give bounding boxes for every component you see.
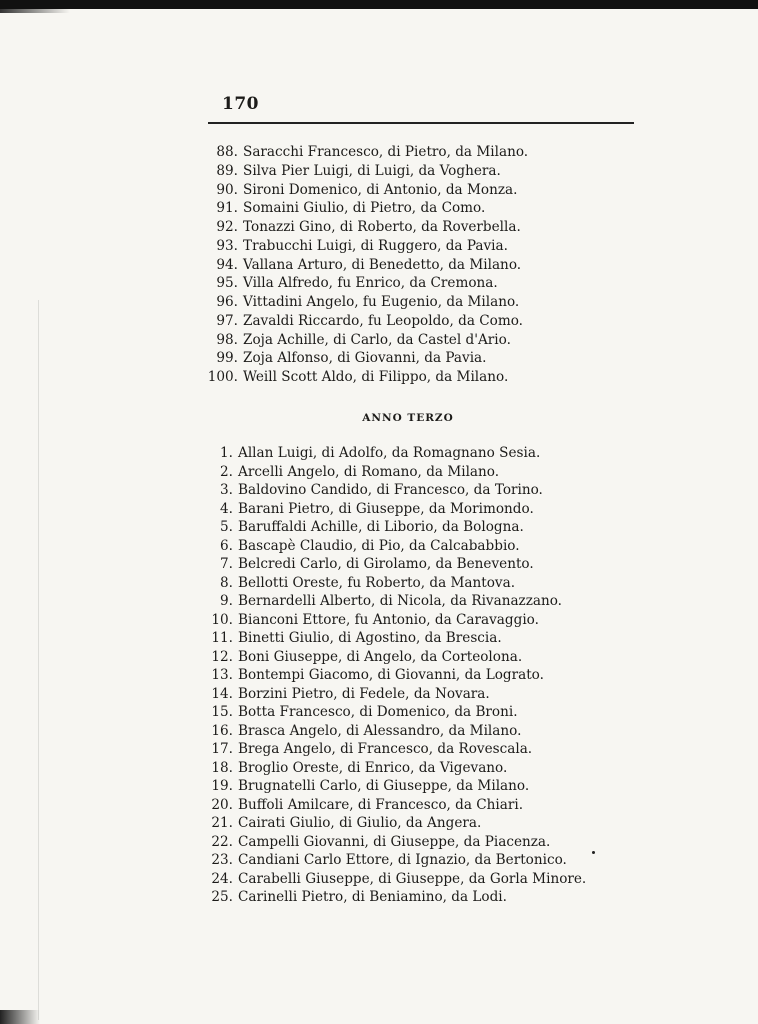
entry-number: 16.	[211, 722, 233, 739]
entry-number: 22.	[211, 833, 233, 850]
entry-text: Zavaldi Riccardo, fu Leopoldo, da Como.	[243, 312, 523, 329]
entry-number: 9.	[220, 593, 233, 610]
list-item	[0, 274, 758, 293]
entry-number: 11.	[211, 630, 233, 647]
list-item	[0, 796, 758, 815]
list-item	[0, 181, 758, 200]
entry-number: 21.	[211, 815, 233, 832]
list-item	[0, 722, 758, 741]
list-item	[0, 312, 758, 331]
entry-number: 91.	[216, 200, 238, 217]
list-item	[0, 814, 758, 833]
entry-text: Trabucchi Luigi, di Ruggero, da Pavia.	[243, 237, 508, 254]
entry-text: Baldovino Candido, di Francesco, da Torino.	[238, 482, 543, 499]
entry-text: Broglio Oreste, di Enrico, da Vigevano.	[238, 759, 508, 776]
entry-number: 15.	[211, 704, 233, 721]
entry-text: Brasca Angelo, di Alessandro, da Milano.	[238, 722, 522, 739]
list-item	[0, 740, 758, 759]
scan-top-edge-shadow	[0, 9, 70, 13]
entry-number: 88.	[216, 144, 238, 160]
entry-number: 99.	[216, 350, 238, 367]
entry-text: Allan Luigi, di Adolfo, da Romagnano Sesia.	[238, 445, 541, 461]
entry-text: Brega Angelo, di Francesco, da Rovescala.	[238, 741, 533, 758]
entry-text: Bascapè Claudio, di Pio, da Calcababbio.	[238, 537, 520, 554]
entry-text: Boni Giuseppe, di Angelo, da Corteolona.	[238, 648, 523, 665]
entry-text: Bellotti Oreste, fu Roberto, da Mantova.	[238, 574, 516, 591]
entry-number: 17.	[211, 741, 233, 758]
entry-text: Vittadini Angelo, fu Eugenio, da Milano.	[243, 294, 520, 310]
entry-text: Binetti Giulio, di Agostino, da Brescia.	[238, 630, 502, 647]
entry-text: Bianconi Ettore, fu Antonio, da Caravaggio.	[238, 611, 539, 628]
list-item	[0, 256, 758, 275]
entry-number: 93.	[216, 237, 238, 254]
entry-number: 13.	[211, 667, 233, 684]
list-item	[0, 463, 758, 482]
entry-text: Zoja Alfonso, di Giovanni, da Pavia.	[243, 350, 487, 367]
entry-text: Botta Francesco, di Domenico, da Broni.	[238, 704, 518, 721]
list-item	[0, 574, 758, 593]
list-item	[0, 199, 758, 218]
list-item	[0, 368, 758, 387]
entry-text: Weill Scott Aldo, di Filippo, da Milano.	[243, 369, 509, 385]
entry-number: 5.	[220, 519, 233, 536]
entry-number: 14.	[211, 685, 233, 702]
entry-number: 3.	[220, 482, 233, 499]
list-item	[0, 349, 758, 368]
entry-text: Zoja Achille, di Carlo, da Castel d'Ario.	[243, 331, 511, 348]
header-rule	[208, 122, 634, 124]
list-item	[0, 592, 758, 611]
list-item	[0, 518, 758, 537]
list-item	[0, 555, 758, 574]
entry-number: 12.	[211, 648, 233, 665]
entry-number: 8.	[220, 574, 233, 591]
list-item	[0, 237, 758, 256]
list-item	[0, 611, 758, 630]
entry-text: Candiani Carlo Ettore, di Ignazio, da Bertonico.	[238, 852, 567, 869]
list-item	[0, 870, 758, 889]
list-item	[0, 851, 758, 870]
student-list-anno-terzo	[0, 444, 758, 907]
entry-text: Bernardelli Alberto, di Nicola, da Rivanazzano.	[238, 593, 563, 610]
list-item	[0, 537, 758, 556]
entry-number: 94.	[216, 256, 238, 273]
list-item	[0, 759, 758, 778]
entry-number: 18.	[211, 759, 233, 776]
entry-number: 23.	[211, 852, 233, 869]
entry-number: 96.	[216, 294, 238, 310]
list-item	[0, 500, 758, 519]
entry-text: Tonazzi Gino, di Roberto, da Roverbella.	[243, 219, 521, 235]
entry-number: 24.	[211, 870, 233, 887]
entry-text: Baruffaldi Achille, di Liborio, da Bologna.	[238, 519, 524, 536]
list-item	[0, 218, 758, 237]
list-item	[0, 777, 758, 796]
list-item	[0, 331, 758, 350]
entry-text: Belcredi Carlo, di Girolamo, da Benevento.	[238, 556, 534, 573]
entry-text: Barani Pietro, di Giuseppe, da Morimondo.	[238, 500, 534, 517]
section-heading: ANNO TERZO	[362, 412, 454, 424]
entry-text: Carabelli Giuseppe, di Giuseppe, da Gorla Minore.	[238, 870, 587, 887]
list-item	[0, 648, 758, 667]
entry-text: Silva Pier Luigi, di Luigi, da Voghera.	[243, 162, 501, 179]
entry-number: 6.	[220, 537, 233, 554]
scan-bottom-corner	[0, 1010, 40, 1024]
entry-number: 89.	[216, 162, 238, 179]
entry-text: Saracchi Francesco, di Pietro, da Milano.	[243, 144, 529, 160]
entry-text: Vallana Arturo, di Benedetto, da Milano.	[243, 256, 522, 273]
list-item	[0, 162, 758, 181]
entry-text: Sironi Domenico, di Antonio, da Monza.	[243, 181, 518, 198]
page-number: 170	[222, 94, 259, 114]
list-item	[0, 666, 758, 685]
entry-number: 20.	[211, 796, 233, 813]
student-list-continued	[0, 143, 758, 387]
entry-text: Borzini Pietro, di Fedele, da Novara.	[238, 685, 490, 702]
list-item	[0, 444, 758, 463]
entry-text: Buffoli Amilcare, di Francesco, da Chiari.	[238, 796, 524, 813]
entry-number: 98.	[216, 331, 238, 348]
entry-number: 2.	[220, 463, 233, 480]
list-item	[0, 481, 758, 500]
list-item	[0, 685, 758, 704]
entry-number: 97.	[216, 312, 238, 329]
entry-number: 10.	[211, 611, 233, 628]
entry-number: 100.	[207, 369, 238, 385]
ink-speck	[592, 851, 595, 854]
entry-text: Campelli Giovanni, di Giuseppe, da Piacenza.	[238, 833, 551, 850]
entry-text: Arcelli Angelo, di Romano, da Milano.	[238, 463, 500, 480]
list-item	[0, 888, 758, 907]
scan-top-edge	[0, 0, 758, 9]
entry-text: Somaini Giulio, di Pietro, da Como.	[243, 200, 486, 217]
entry-number: 19.	[211, 778, 233, 795]
list-item	[0, 833, 758, 852]
list-item	[0, 143, 758, 162]
entry-number: 95.	[216, 275, 238, 292]
list-item	[0, 703, 758, 722]
entry-number: 4.	[220, 500, 233, 517]
entry-number: 25.	[211, 889, 233, 906]
entry-number: 7.	[220, 556, 233, 573]
entry-text: Bontempi Giacomo, di Giovanni, da Lograto.	[238, 667, 544, 684]
entry-text: Carinelli Pietro, di Beniamino, da Lodi.	[238, 889, 507, 906]
list-item	[0, 629, 758, 648]
entry-text: Villa Alfredo, fu Enrico, da Cremona.	[243, 275, 498, 292]
entry-number: 90.	[216, 181, 238, 198]
entry-text: Brugnatelli Carlo, di Giuseppe, da Milano.	[238, 778, 530, 795]
entry-number: 92.	[216, 219, 238, 235]
entry-number: 1.	[220, 445, 233, 461]
entry-text: Cairati Giulio, di Giulio, da Angera.	[238, 815, 482, 832]
list-item	[0, 293, 758, 312]
